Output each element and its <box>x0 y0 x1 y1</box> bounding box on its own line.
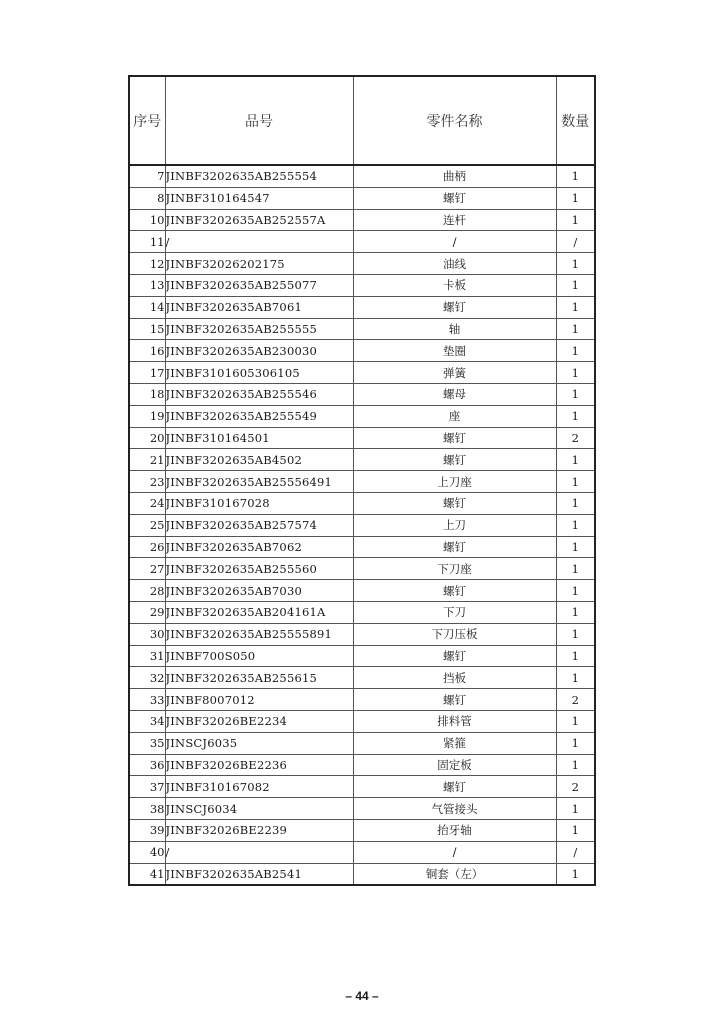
table-row <box>129 492 595 514</box>
row-serial-no: 31 <box>129 645 165 667</box>
row-quantity: 1 <box>556 754 595 776</box>
row-part-code: JINBF3202635AB255077 <box>165 274 353 296</box>
row-part-name: 上刀座 <box>353 471 556 493</box>
row-quantity: / <box>556 841 595 863</box>
row-quantity: 1 <box>556 471 595 493</box>
row-quantity: 2 <box>556 689 595 711</box>
row-part-code: JINBF310167082 <box>165 776 353 798</box>
row-part-name: / <box>353 841 556 863</box>
row-serial-no: 33 <box>129 689 165 711</box>
row-part-name: 轴 <box>353 318 556 340</box>
table-row <box>129 383 595 405</box>
row-serial-no: 32 <box>129 667 165 689</box>
row-serial-no: 14 <box>129 296 165 318</box>
row-part-code: JINSCJ6034 <box>165 798 353 820</box>
row-part-code: JINBF3202635AB7062 <box>165 536 353 558</box>
row-part-name: 挡板 <box>353 667 556 689</box>
row-serial-no: 8 <box>129 187 165 209</box>
row-quantity: 1 <box>556 536 595 558</box>
row-serial-no: 30 <box>129 623 165 645</box>
table-row <box>129 710 595 732</box>
row-part-name: 螺钉 <box>353 449 556 471</box>
row-quantity: 1 <box>556 558 595 580</box>
row-part-code: JINBF3101605306105 <box>165 362 353 384</box>
table-row <box>129 776 595 798</box>
row-quantity: 2 <box>556 427 595 449</box>
row-part-code: JINBF3202635AB255560 <box>165 558 353 580</box>
row-part-code: JINBF3202635AB230030 <box>165 340 353 362</box>
row-serial-no: 15 <box>129 318 165 340</box>
row-serial-no: 21 <box>129 449 165 471</box>
header-part-code: 品号 <box>165 76 353 165</box>
table-row <box>129 427 595 449</box>
row-part-code: JINBF32026BE2236 <box>165 754 353 776</box>
row-part-code: JINBF32026202175 <box>165 253 353 275</box>
row-part-code: JINBF310164501 <box>165 427 353 449</box>
row-quantity: 1 <box>556 798 595 820</box>
row-part-name: 下刀 <box>353 601 556 623</box>
row-serial-no: 12 <box>129 253 165 275</box>
row-part-name: 连杆 <box>353 209 556 231</box>
row-quantity: 1 <box>556 819 595 841</box>
row-serial-no: 27 <box>129 558 165 580</box>
table-row <box>129 405 595 427</box>
row-part-name: 上刀 <box>353 514 556 536</box>
row-quantity: 1 <box>556 449 595 471</box>
row-part-name: 螺钉 <box>353 645 556 667</box>
row-serial-no: 19 <box>129 405 165 427</box>
table-row <box>129 623 595 645</box>
table-row <box>129 340 595 362</box>
row-serial-no: 23 <box>129 471 165 493</box>
table-row <box>129 798 595 820</box>
row-serial-no: 40 <box>129 841 165 863</box>
row-quantity: 1 <box>556 165 595 187</box>
table-row <box>129 187 595 209</box>
row-part-code: JINBF310164547 <box>165 187 353 209</box>
row-part-code: / <box>165 231 353 253</box>
row-part-name: 下刀座 <box>353 558 556 580</box>
table-row <box>129 558 595 580</box>
row-part-name: 油线 <box>353 253 556 275</box>
row-part-name: 螺钉 <box>353 536 556 558</box>
row-part-name: 曲柄 <box>353 165 556 187</box>
row-serial-no: 11 <box>129 231 165 253</box>
table-row <box>129 841 595 863</box>
row-part-name: 螺钉 <box>353 296 556 318</box>
row-serial-no: 29 <box>129 601 165 623</box>
row-part-code: JINBF3202635AB252557A <box>165 209 353 231</box>
row-part-name: 螺钉 <box>353 580 556 602</box>
row-serial-no: 35 <box>129 732 165 754</box>
row-quantity: 1 <box>556 601 595 623</box>
row-serial-no: 24 <box>129 492 165 514</box>
row-serial-no: 41 <box>129 863 165 885</box>
table-row <box>129 471 595 493</box>
table-row <box>129 362 595 384</box>
table-row <box>129 601 595 623</box>
header-serial-no: 序号 <box>129 76 165 165</box>
table-header <box>129 76 595 165</box>
row-part-code: JINBF3202635AB257574 <box>165 514 353 536</box>
table-row <box>129 209 595 231</box>
header-quantity: 数量 <box>556 76 595 165</box>
table-row <box>129 754 595 776</box>
parts-table <box>128 75 596 886</box>
row-quantity: 1 <box>556 492 595 514</box>
row-quantity: 1 <box>556 580 595 602</box>
row-part-code: JINBF8007012 <box>165 689 353 711</box>
row-part-code: JINBF3202635AB255554 <box>165 165 353 187</box>
row-quantity: 1 <box>556 318 595 340</box>
row-part-code: JINBF3202635AB255549 <box>165 405 353 427</box>
row-part-name: 弹簧 <box>353 362 556 384</box>
table-row <box>129 819 595 841</box>
row-serial-no: 39 <box>129 819 165 841</box>
table-row <box>129 449 595 471</box>
table-row <box>129 165 595 187</box>
row-part-name: 螺钉 <box>353 427 556 449</box>
row-serial-no: 37 <box>129 776 165 798</box>
row-quantity: 1 <box>556 253 595 275</box>
row-part-code: JINBF32026BE2234 <box>165 710 353 732</box>
row-part-code: JINBF3202635AB25556491 <box>165 471 353 493</box>
row-quantity: 1 <box>556 623 595 645</box>
row-quantity: 1 <box>556 645 595 667</box>
table-row <box>129 514 595 536</box>
row-part-name: 螺母 <box>353 383 556 405</box>
row-quantity: 2 <box>556 776 595 798</box>
row-part-code: JINBF3202635AB7030 <box>165 580 353 602</box>
table-row <box>129 231 595 253</box>
row-part-code: JINBF700S050 <box>165 645 353 667</box>
row-part-code: JINBF3202635AB255615 <box>165 667 353 689</box>
row-serial-no: 17 <box>129 362 165 384</box>
row-part-name: 卡板 <box>353 274 556 296</box>
table-row <box>129 536 595 558</box>
row-part-name: 螺钉 <box>353 689 556 711</box>
row-quantity: 1 <box>556 274 595 296</box>
row-part-code: JINBF3202635AB255555 <box>165 318 353 340</box>
table-row <box>129 667 595 689</box>
row-quantity: 1 <box>556 667 595 689</box>
table-row <box>129 274 595 296</box>
table-row <box>129 645 595 667</box>
table-row <box>129 253 595 275</box>
row-serial-no: 20 <box>129 427 165 449</box>
table-row <box>129 318 595 340</box>
table-row <box>129 580 595 602</box>
row-quantity: 1 <box>556 732 595 754</box>
row-serial-no: 25 <box>129 514 165 536</box>
row-part-name: 抬牙轴 <box>353 819 556 841</box>
row-part-code: JINBF3202635AB2541 <box>165 863 353 885</box>
row-part-name: 下刀压板 <box>353 623 556 645</box>
row-part-code: JINBF3202635AB204161A <box>165 601 353 623</box>
row-serial-no: 10 <box>129 209 165 231</box>
page-number: – 44 – <box>345 989 379 1003</box>
row-part-name: 螺钉 <box>353 776 556 798</box>
row-quantity: 1 <box>556 209 595 231</box>
row-serial-no: 26 <box>129 536 165 558</box>
row-part-code: JINBF3202635AB255546 <box>165 383 353 405</box>
row-part-code: JINSCJ6035 <box>165 732 353 754</box>
row-part-name: 紧箍 <box>353 732 556 754</box>
table-row <box>129 863 595 885</box>
row-serial-no: 34 <box>129 710 165 732</box>
row-part-name: 排料管 <box>353 710 556 732</box>
row-quantity: 1 <box>556 710 595 732</box>
row-part-name: 气管接头 <box>353 798 556 820</box>
row-quantity: 1 <box>556 383 595 405</box>
header-row <box>129 76 595 165</box>
row-quantity: 1 <box>556 405 595 427</box>
row-serial-no: 13 <box>129 274 165 296</box>
row-part-name: / <box>353 231 556 253</box>
row-serial-no: 28 <box>129 580 165 602</box>
row-part-code: JINBF3202635AB4502 <box>165 449 353 471</box>
row-part-name: 螺钉 <box>353 187 556 209</box>
row-part-name: 座 <box>353 405 556 427</box>
row-part-code: JINBF3202635AB7061 <box>165 296 353 318</box>
row-quantity: 1 <box>556 296 595 318</box>
table-body <box>129 165 595 885</box>
row-serial-no: 7 <box>129 165 165 187</box>
row-quantity: 1 <box>556 514 595 536</box>
row-serial-no: 38 <box>129 798 165 820</box>
row-part-name: 垫圈 <box>353 340 556 362</box>
row-quantity: 1 <box>556 340 595 362</box>
table-row <box>129 689 595 711</box>
table-row <box>129 732 595 754</box>
header-part-name: 零件名称 <box>353 76 556 165</box>
row-serial-no: 18 <box>129 383 165 405</box>
row-serial-no: 16 <box>129 340 165 362</box>
row-part-code: JINBF310167028 <box>165 492 353 514</box>
table-row <box>129 296 595 318</box>
row-part-code: JINBF32026BE2239 <box>165 819 353 841</box>
row-part-code: / <box>165 841 353 863</box>
row-quantity: 1 <box>556 863 595 885</box>
row-part-name: 螺钉 <box>353 492 556 514</box>
row-serial-no: 36 <box>129 754 165 776</box>
row-quantity: 1 <box>556 187 595 209</box>
row-part-code: JINBF3202635AB25555891 <box>165 623 353 645</box>
row-part-name: 固定板 <box>353 754 556 776</box>
row-quantity: 1 <box>556 362 595 384</box>
row-part-name: 铜套（左） <box>353 863 556 885</box>
row-quantity: / <box>556 231 595 253</box>
